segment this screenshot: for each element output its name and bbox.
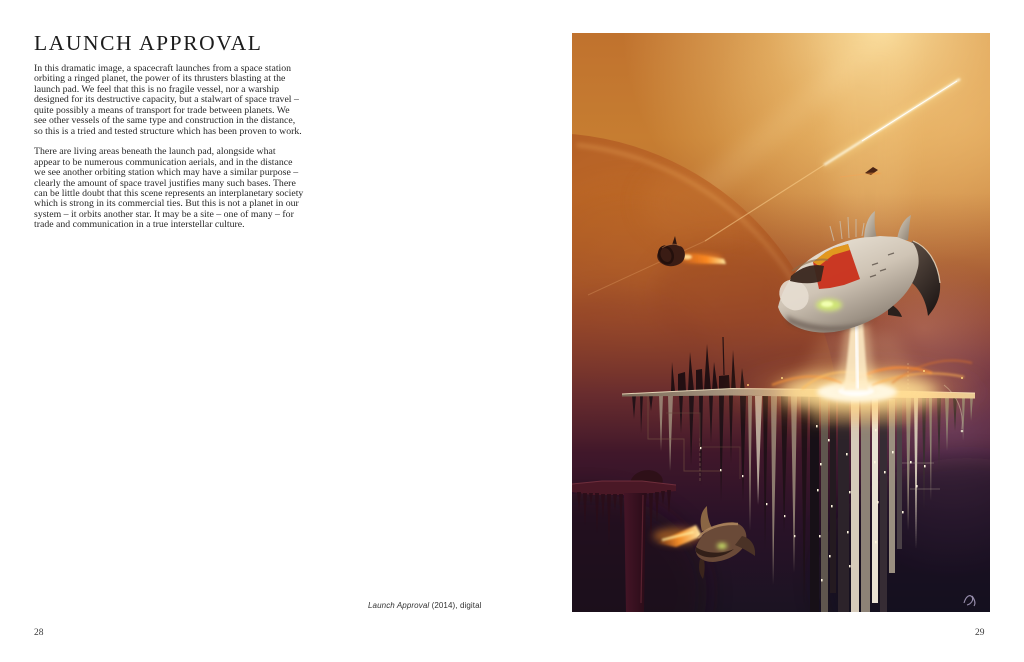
- caption-artwork-title: Launch Approval: [368, 601, 430, 610]
- body-paragraph-1: In this dramatic image, a spacecraft launches from a space station orbiting a ringed planet, the power of its thrusters blasting at the launch pad. We feel that this is no fragile vessel, nor a warship designed for its destructive capacity, but a stalwart of space travel – quite possibly a means of transport for trade between planets. We see other vessels of the same type and construction in the distance, so this is a tried and tested structure which has been proven to work.: [34, 63, 302, 137]
- artwork-caption: [368, 601, 482, 610]
- page-number-right: 29: [975, 628, 985, 638]
- page-title: LAUNCH APPROVAL: [34, 31, 263, 55]
- caption-details: (2014), digital: [429, 601, 482, 610]
- body-text: [34, 64, 304, 241]
- artwork-figure: [572, 33, 990, 612]
- page-number-left: 28: [34, 628, 44, 638]
- body-paragraph-2: There are living areas beneath the launch pad, alongside what appear to be numerous communication aerials, and in the distance we see another orbiting station which may have a similar purpose – clearly the amount of space travel justifies many such bases. There can be little doubt that this scene represents an interplanetary society which is strong in its commercial ties. But this is not a planet in our system – it orbits another star. It may be a site – one of many – for trade and communication in a true interstellar culture.: [34, 146, 304, 231]
- artwork-illustration: [572, 33, 990, 612]
